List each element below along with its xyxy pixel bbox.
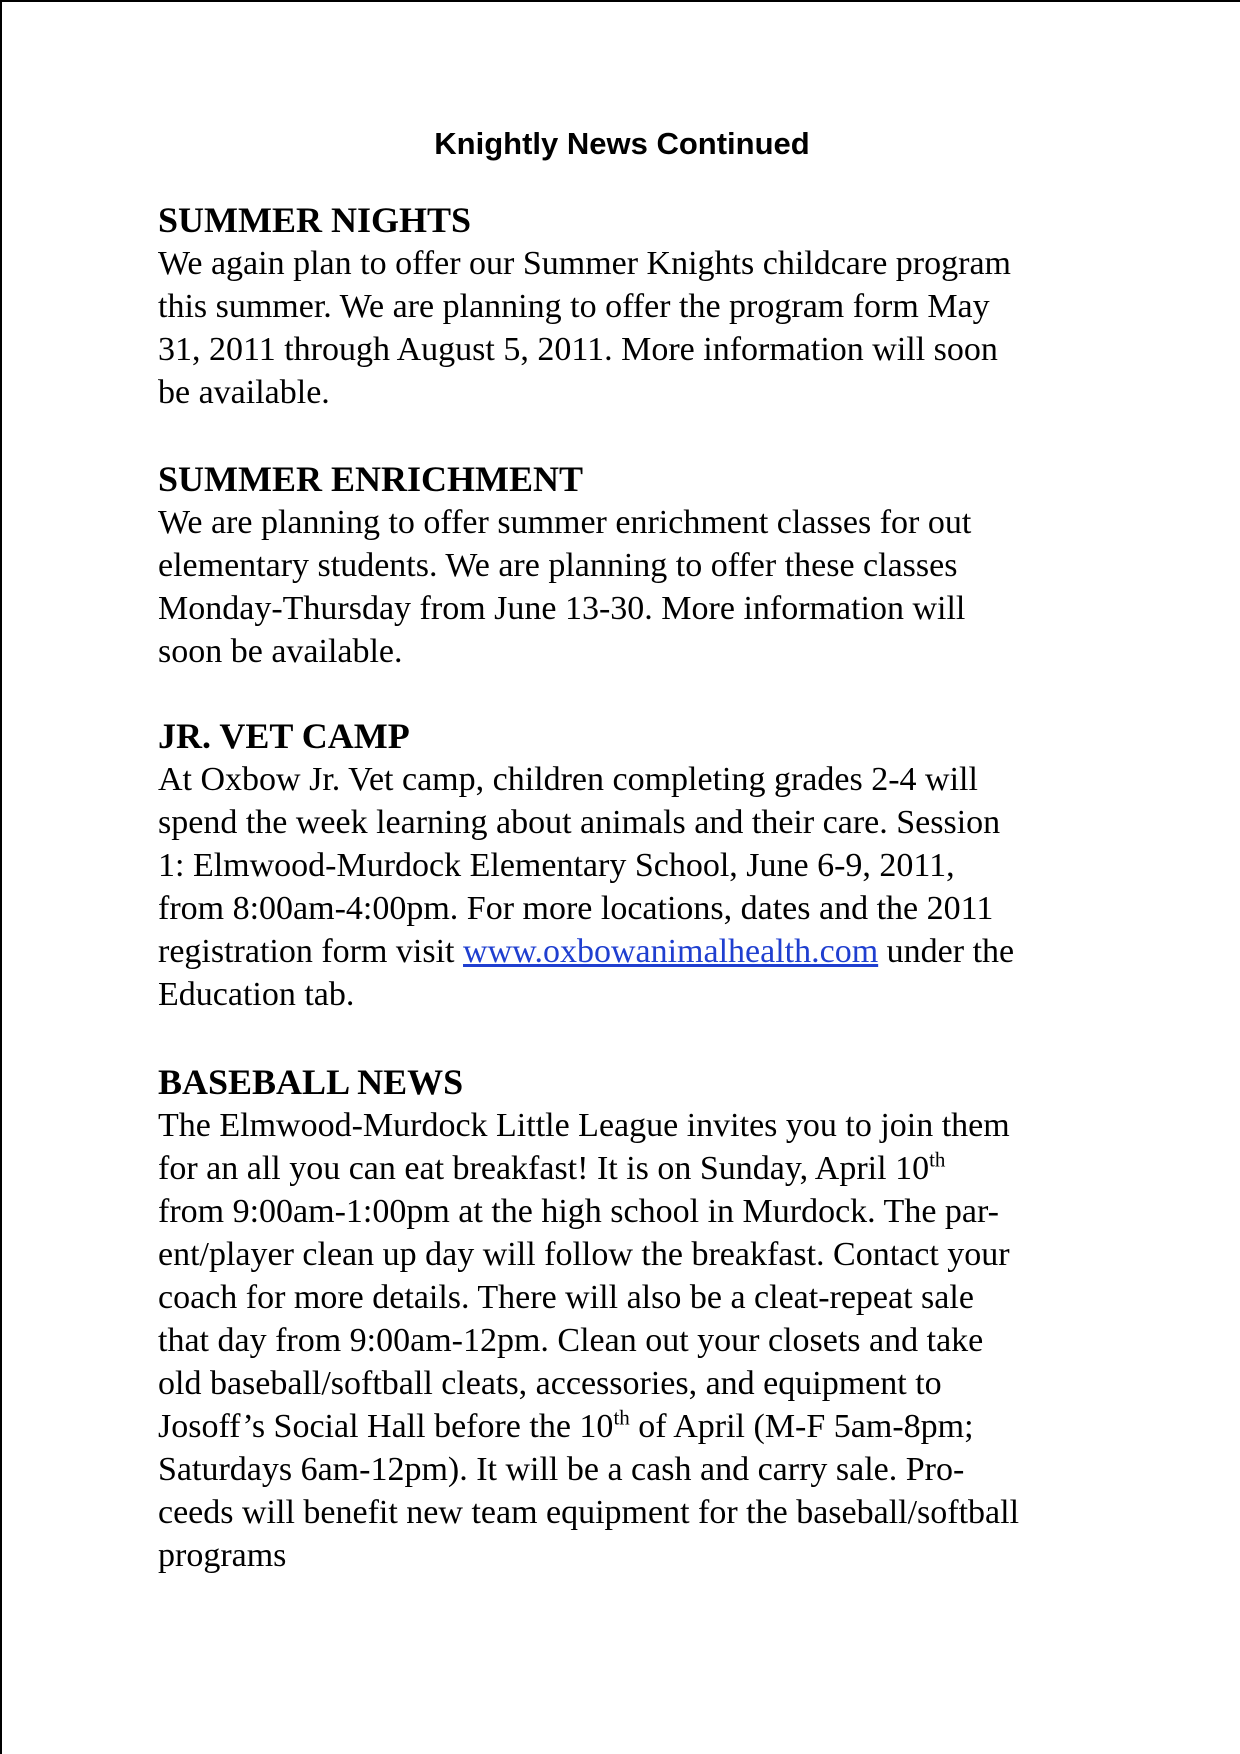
section-heading: SUMMER NIGHTS xyxy=(158,200,472,240)
paragraph-line: this summer. We are planning to offer the program form May xyxy=(158,288,990,325)
section-heading: BASEBALL NEWS xyxy=(158,1062,464,1102)
paragraph-line-with-link xyxy=(158,930,1118,973)
paragraph-line: 31, 2011 through August 5, 2011. More information will soon xyxy=(158,331,998,368)
section-heading: SUMMER ENRICHMENT xyxy=(158,459,584,499)
paragraph-line: 1: Elmwood-Murdock Elementary School, June 6-9, 2011, xyxy=(158,847,955,884)
josoff-hours-text: of April (M-F 5am-8pm; xyxy=(629,1408,974,1445)
link-prefix-text: registration form visit xyxy=(158,933,464,970)
paragraph-line: We are planning to offer summer enrichment classes for out xyxy=(158,504,972,541)
section-jr-vet-camp xyxy=(158,714,1118,1016)
ordinal-suffix: th xyxy=(613,1405,630,1430)
paragraph-line: Education tab. xyxy=(158,976,355,1013)
paragraph-line: that day from 9:00am-12pm. Clean out your closets and take xyxy=(158,1322,984,1359)
oxbow-website-link[interactable]: www.oxbowanimalhealth.com xyxy=(463,933,879,970)
josoff-text: Josoff’s Social Hall before the 10 xyxy=(158,1408,614,1445)
section-baseball-news xyxy=(158,1060,1118,1577)
link-suffix-text: under the xyxy=(878,933,1015,970)
section-summer-enrichment xyxy=(158,457,1118,673)
paragraph-line: programs xyxy=(158,1537,287,1574)
paragraph-line: from 9:00am-1:00pm at the high school in Murdock. The par- xyxy=(158,1193,999,1230)
paragraph-line: ceeds will benefit new team equipment for the baseball/softball xyxy=(158,1494,1020,1531)
paragraph-line: Saturdays 6am-12pm). It will be a cash and carry sale. Pro- xyxy=(158,1451,965,1488)
paragraph-line: be available. xyxy=(158,374,330,411)
paragraph-line: ent/player clean up day will follow the breakfast. Contact your xyxy=(158,1236,1010,1273)
paragraph-line: from 8:00am-4:00pm. For more locations, dates and the 2011 xyxy=(158,890,994,927)
paragraph-line: spend the week learning about animals and their care. Session xyxy=(158,804,1001,841)
paragraph-line: coach for more details. There will also be a cleat-repeat sale xyxy=(158,1279,974,1316)
paragraph-line xyxy=(158,1405,1118,1448)
paragraph-line: We again plan to offer our Summer Knights childcare program xyxy=(158,245,1011,282)
paragraph-line: The Elmwood-Murdock Little League invites you to join them xyxy=(158,1107,1010,1144)
breakfast-date-text: for an all you can eat breakfast! It is on Sunday, April 10 xyxy=(158,1150,930,1187)
page-title: Knightly News Continued xyxy=(434,126,810,161)
paragraph-line: soon be available. xyxy=(158,633,403,670)
section-summer-nights xyxy=(158,198,1118,414)
paragraph-line xyxy=(158,1147,1118,1190)
paragraph-line: Monday-Thursday from June 13-30. More information will xyxy=(158,590,966,627)
paragraph-line: old baseball/softball cleats, accessories, and equipment to xyxy=(158,1365,942,1402)
paragraph-line: At Oxbow Jr. Vet camp, children completing grades 2-4 will xyxy=(158,761,978,798)
section-heading: JR. VET CAMP xyxy=(158,716,410,756)
paragraph-line: elementary students. We are planning to offer these classes xyxy=(158,547,958,584)
ordinal-suffix: th xyxy=(929,1147,946,1172)
